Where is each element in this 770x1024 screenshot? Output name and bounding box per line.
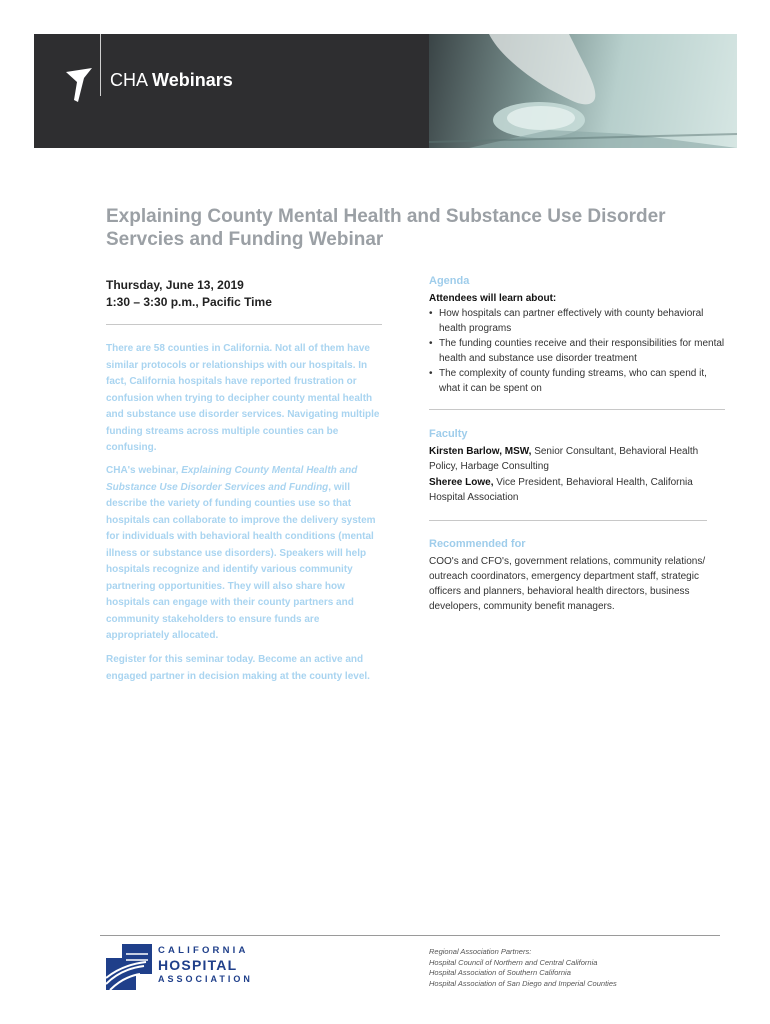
event-time: 1:30 – 3:30 p.m., Pacific Time <box>106 295 272 309</box>
faculty-member <box>429 475 729 505</box>
cursor-arrow-icon <box>64 66 94 102</box>
logo-line-hospital: HOSPITAL <box>158 957 238 973</box>
logo-line-california: CALIFORNIA <box>158 945 249 956</box>
webinar-name: Explaining County Mental Health and Substance Use Disorder Services and Funding <box>106 465 358 493</box>
intro-paragraph-2-suffix: , will describe the variety of funding counties use so that hospitals can collaborate to improve the delivery system for individuals with behavioral health conditions (mental illness or substance use disorders). Speakers will help hospitals recognize and identify various community partnering opportunities. They will also share how hospitals can engage with their county partners and community stakeholders to ensure funds are appropriately allocated. <box>106 481 376 641</box>
cha-logo <box>106 944 253 992</box>
footer-divider <box>100 935 720 936</box>
faculty-member <box>429 444 729 474</box>
recommended-text: COO's and CFO's, government relations, community relations/ outreach coordinators, emergency department staff, strategic officers and planners, behavioral health directors, business developers, community benefit managers. <box>429 556 706 612</box>
intro-paragraph-2-prefix: CHA's webinar, <box>106 465 182 476</box>
left-divider <box>106 324 382 325</box>
intro-paragraph-1: There are 58 counties in California. Not all of them have similar protocols or relationships with our hospitals. In fact, California hospitals have reported frustration or confusion when trying to decipher county mental health and substance use disorder services. Navigating multiple funding streams across multiple counties can be confusing. <box>106 343 380 453</box>
regional-partners <box>429 947 729 989</box>
banner-divider <box>100 34 101 96</box>
list-item: • How hospitals can partner effectively with county behavioral health programs <box>429 306 729 336</box>
event-date: Thursday, June 13, 2019 <box>106 278 244 292</box>
list-item: • The funding counties receive and their responsibilities for mental health and substance use disorder treatment <box>429 336 729 366</box>
faculty-section <box>429 428 729 505</box>
partner-item: Hospital Association of Southern California <box>429 968 571 977</box>
banner-title-bold: Webinars <box>152 70 233 90</box>
event-datetime <box>106 277 386 311</box>
agenda-divider <box>429 409 725 410</box>
logo-line-association: ASSOCIATION <box>158 974 253 984</box>
intro-paragraph-3: Register for this seminar today. Become an active and engaged partner in decision making at the county level. <box>106 654 370 682</box>
partner-item: Hospital Council of Northern and Central California <box>429 957 598 967</box>
intro-paragraph-2 <box>106 463 384 645</box>
agenda-subheading: Attendees will learn about: <box>429 293 557 304</box>
partner-item: Hospital Association of San Diego and Imperial Counties <box>429 978 617 988</box>
faculty-divider <box>429 520 707 521</box>
faculty-name: Sheree Lowe, <box>429 477 494 488</box>
recommended-heading: Recommended for <box>429 538 526 550</box>
agenda-list <box>429 306 729 396</box>
agenda-section <box>429 275 729 396</box>
cha-logo-mark-icon <box>106 944 152 990</box>
recommended-section <box>429 538 729 614</box>
banner-title-light: CHA <box>110 70 148 90</box>
header-banner <box>34 34 737 148</box>
banner-title <box>110 70 233 91</box>
page-title: Explaining County Mental Health and Substance Use Disorder Servcies and Funding Webinar <box>106 206 666 250</box>
partners-heading: Regional Association Partners: <box>429 947 532 956</box>
banner-photo-hand-on-mouse <box>429 34 737 148</box>
faculty-details: Vice President, Behavioral Health, California Hospital Association <box>429 477 693 503</box>
cha-logo-text <box>158 944 253 986</box>
list-item: • The complexity of county funding streams, who can spend it, what it can be spent on <box>429 366 729 396</box>
agenda-heading: Agenda <box>429 275 470 287</box>
faculty-heading: Faculty <box>429 428 468 440</box>
faculty-name: Kirsten Barlow, MSW, <box>429 446 532 457</box>
faculty-details: Senior Consultant, Behavioral Health Policy, Harbage Consulting <box>429 446 699 472</box>
